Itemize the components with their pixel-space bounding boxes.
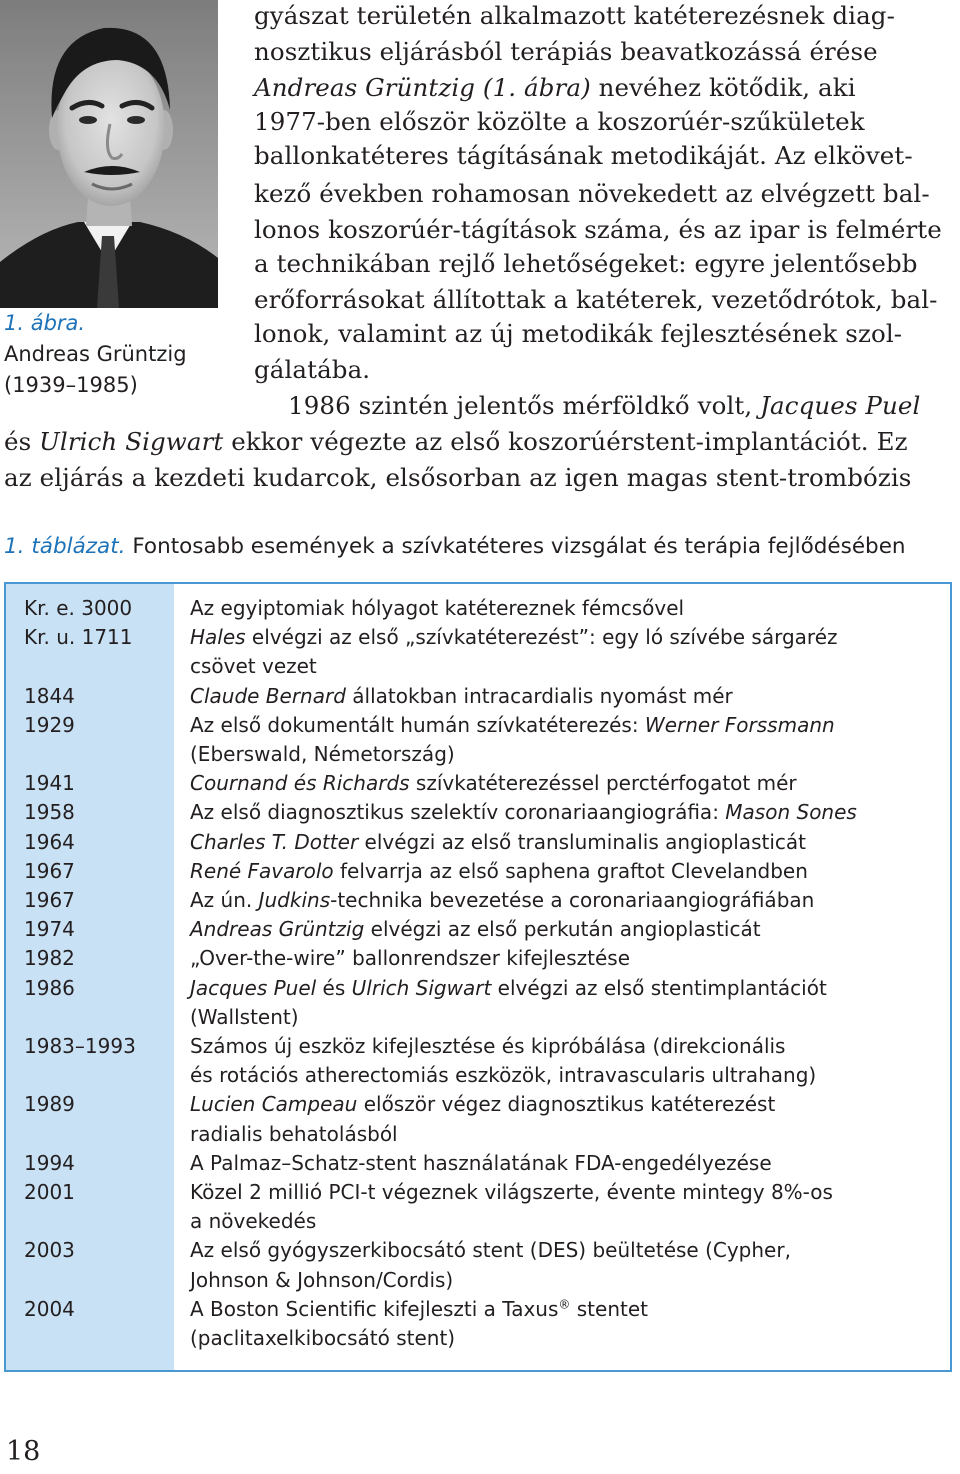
row-event: Az egyiptomiak hólyagot katétereznek fémcsővel [190,596,685,620]
row-event: Claude Bernard állatokban intracardialis nyomást mér [190,683,733,708]
row-event: René Favarolo felvarrja az első saphena graftot Clevelandben [190,858,808,883]
figure-label: 1. ábra. [4,311,86,335]
table-row [6,1236,950,1294]
row-year: 1983–1993 [24,1034,136,1059]
figure-person-name: Andreas Grüntzig [4,342,187,366]
row-event: Charles T. Dotter elvégzi az első transluminalis angioplasticát [190,829,806,854]
row-event: „Over-the-wire” ballonrendszer kifejlesztése [190,946,630,971]
row-year: 1986 [24,975,75,1000]
row-event: Számos új eszköz kifejlesztése és kipróbálása (direkcionális és rotációs atherectomiás eszközök, intravascularis ultrahang) [190,1034,817,1088]
paragraph-line: 1977-ben először közölte a koszorúér-szűkületek [254,107,865,136]
row-year: 1982 [24,946,75,971]
table-row [6,915,950,944]
row-event: Közel 2 millió PCI-t végeznek világszerte, évente mintegy 8%-os a növekedés [190,1180,833,1234]
table-row [6,594,950,623]
table-label: 1. táblázat. [4,534,126,559]
row-year: 1974 [24,917,75,942]
figure-person-years: (1939–1985) [4,373,138,397]
table-row [6,682,950,711]
row-year: 2004 [24,1296,75,1321]
row-year: 1958 [24,800,75,825]
table-row [6,1149,950,1178]
row-year: 1967 [24,858,75,883]
paragraph-line: az eljárás a kezdeti kudarcok, elsősorban az igen magas stent-trombózis [4,463,912,492]
paragraph-line: 1986 szintén jelentős mérföldkő volt, Jacques Puel [288,391,921,420]
row-year: 1967 [24,888,75,913]
row-event: A Boston Scientific kifejleszti a Taxus® stentet (paclitaxelkibocsátó stent) [190,1296,648,1351]
table-caption: Fontosabb események a szívkatéteres vizsgálat és terápia fejlődésében [132,534,906,559]
row-event: Hales elvégzi az első „szívkatéterezést”: egy ló szívébe sárgaréz csövet vezet [190,625,838,679]
table-row [6,1032,950,1090]
row-event: Andreas Grüntzig elvégzi az első perkután angioplasticát [190,917,761,942]
row-year: 1989 [24,1092,75,1117]
row-event: Cournand és Richards szívkatéterezéssel perctérfogatot mér [190,771,797,796]
table-row [6,1090,950,1148]
table-row [6,623,950,681]
row-event: Jacques Puel és Ulrich Sigwart elvégzi az első stentimplantációt (Wallstent) [190,975,827,1029]
paragraph-line: lonok, valamint az új metodikák fejlesztésének szol- [254,319,903,348]
table-row [6,944,950,973]
paragraph-line: nosztikus eljárásból terápiás beavatkozássá érése [254,37,878,66]
row-event: Az ún. Judkins-technika bevezetése a coronariaangiográfiában [190,888,815,913]
paragraph-line: Andreas Grüntzig (1. ábra) nevéhez kötődik, aki [254,73,856,102]
portrait-image [0,0,218,308]
row-year: 1941 [24,771,75,796]
row-year: 1844 [24,683,75,708]
table-row [6,974,950,1032]
row-year: 1964 [24,829,75,854]
paragraph-line: ballonkatéteres tágításának metodikáját. Az elkövet- [254,141,913,170]
row-year: Kr. e. 3000 [24,596,133,620]
table-row [6,857,950,886]
table-row [6,798,950,827]
paragraph-line: erőforrásokat állítottak a katéterek, vezetődrótok, bal- [254,285,938,314]
table-rows [6,594,950,1353]
row-event: Lucien Campeau először végez diagnosztikus katéterezést radialis behatolásból [190,1092,776,1146]
paragraph-line: kező években rohamosan növekedett az elvégzett bal- [254,179,930,208]
figure-caption [4,308,187,401]
timeline-table [4,582,952,1372]
row-year: 2001 [24,1180,75,1205]
table-row [6,828,950,857]
portrait-photo [0,0,218,308]
row-year: Kr. u. 1711 [24,625,133,650]
paragraph-line: gyászat területén alkalmazott katéterezésnek diag- [254,1,895,30]
row-year: 1929 [24,712,75,737]
page-number: 18 [6,1436,41,1467]
row-event: Az első diagnosztikus szelektív coronariaangiográfia: Mason Sones [190,800,857,825]
paragraph-line: lonos koszorúér-tágítások száma, és az ipar is felmérte [254,215,942,244]
row-event: Az első gyógyszerkibocsátó stent (DES) beültetése (Cypher, Johnson & Johnson/Cordis) [190,1238,791,1292]
paragraph-line: a technikában rejlő lehetőségeket: egyre jelentősebb [254,249,918,278]
row-year: 1994 [24,1150,75,1175]
paragraph-line: és Ulrich Sigwart ekkor végezte az első koszorúérstent-implantációt. Ez [4,427,908,456]
table-row [6,886,950,915]
row-event: Az első dokumentált humán szívkatéterezés: Werner Forssmann (Eberswald, Németország) [190,712,835,767]
row-year: 2003 [24,1238,75,1263]
table-row [6,1178,950,1236]
paragraph-line: gálatába. [254,355,371,384]
table-row [6,769,950,798]
table-row [6,711,950,769]
table-row [6,1295,950,1353]
row-event: A Palmaz–Schatz-stent használatának FDA-engedélyezése [190,1150,772,1175]
table-title [4,534,906,559]
